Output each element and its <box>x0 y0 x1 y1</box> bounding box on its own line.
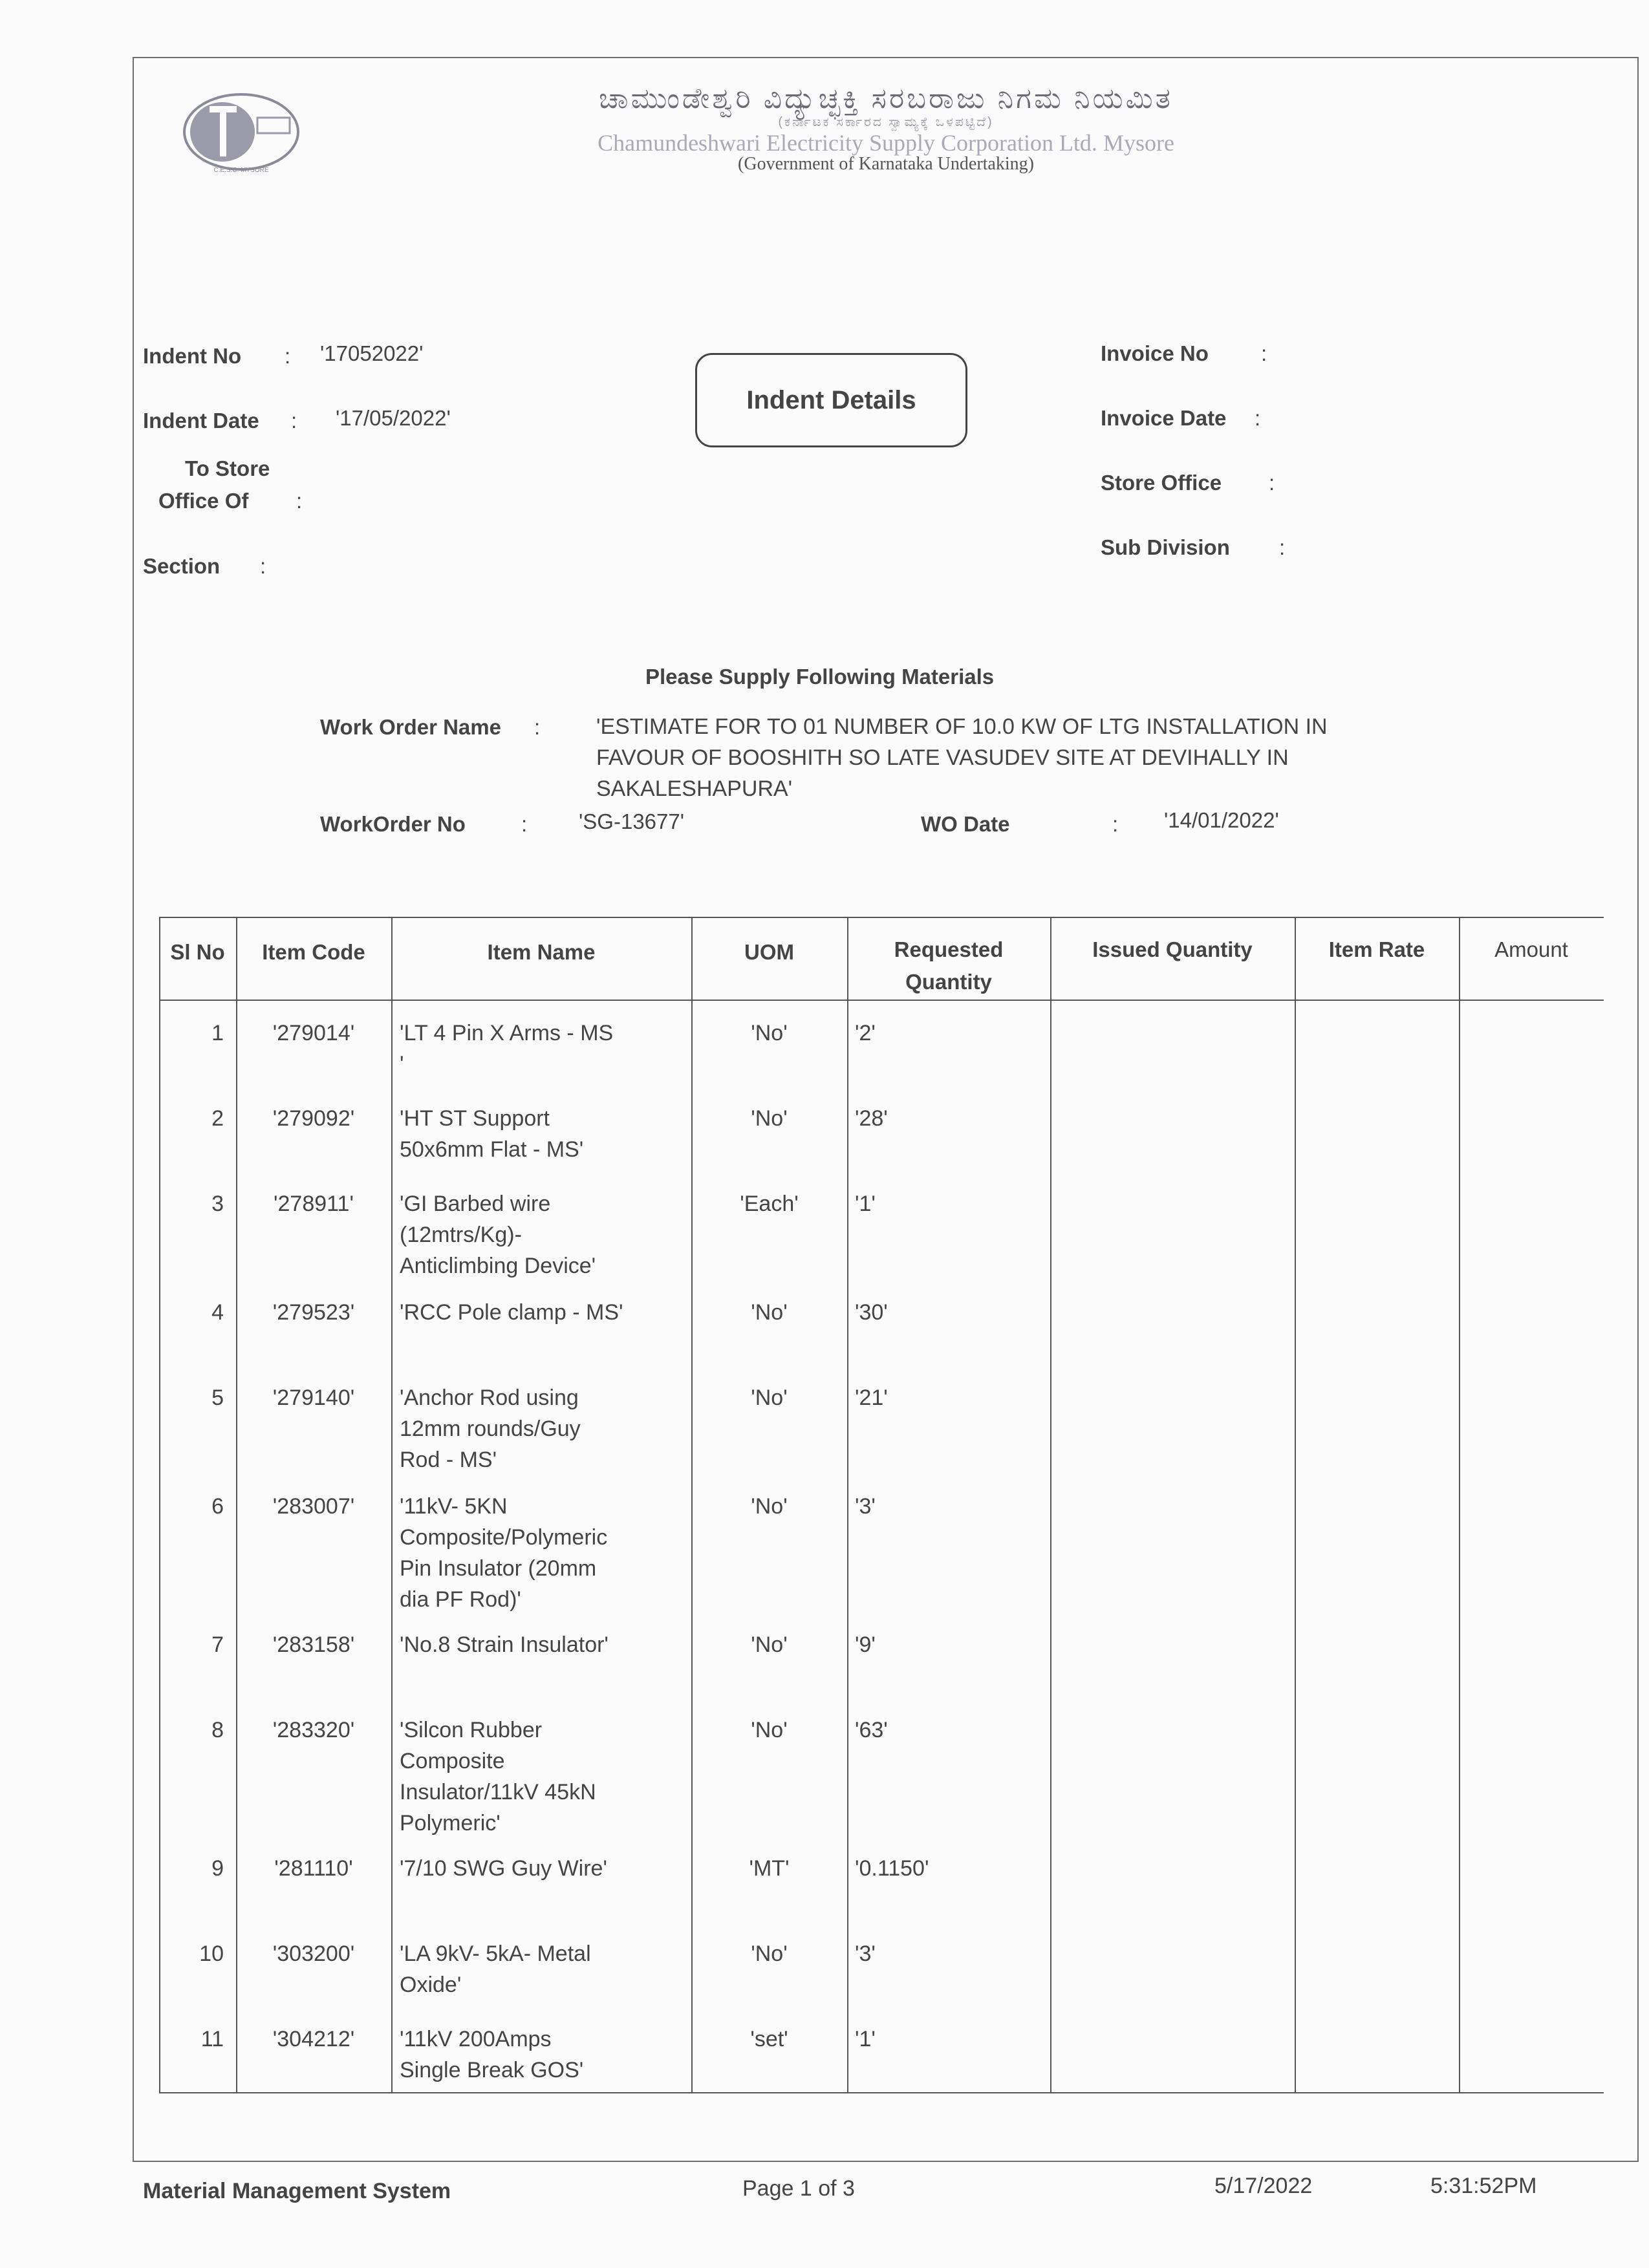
indent-date-label: Indent Date <box>143 409 259 433</box>
row-item-name-line: '11kV 200Amps <box>400 2027 552 2051</box>
row-item-code: '283007' <box>272 1494 355 1519</box>
colon: : <box>1255 406 1261 430</box>
colon: : <box>1112 812 1119 836</box>
col-header-item-rate: Item Rate <box>1328 937 1425 961</box>
row-item-name-line: 'RCC Pole clamp - MS' <box>400 1300 623 1325</box>
row-item-name-line: 'LA 9kV- 5kA- Metal <box>400 1942 591 1966</box>
colon: : <box>285 344 291 368</box>
org-name-english: Chamundeshwari Electricity Supply Corporation Ltd. Mysore <box>598 130 1174 156</box>
col-header-item-name: Item Name <box>487 940 596 964</box>
supply-heading: Please Supply Following Materials <box>645 665 995 689</box>
row-uom: 'No' <box>751 1494 788 1519</box>
table-border <box>391 917 393 2093</box>
row-sl-no: 4 <box>211 1300 224 1325</box>
colon: : <box>534 715 541 739</box>
row-item-code: '279523' <box>272 1300 355 1325</box>
org-name-kannada: ಚಾಮುಂಡೇಶ್ವರಿ ವಿದ್ಯುಚ್ಛಕ್ತಿ ಸರಬರಾಜು ನಿಗಮ ನಿಯಮಿತ <box>598 83 1173 114</box>
colon: : <box>1279 535 1286 559</box>
work-order-name-line: FAVOUR OF BOOSHITH SO LATE VASUDEV SITE AT DEVIHALLY IN <box>596 745 1289 770</box>
row-item-name <box>400 1491 684 1615</box>
row-item-code: '279140' <box>272 1385 355 1410</box>
row-item-code: '303200' <box>272 1942 355 1966</box>
row-item-name <box>400 1297 684 1328</box>
indent-details-title: Indent Details <box>695 353 967 447</box>
row-item-name <box>400 1188 684 1281</box>
col-header-requested-line: Requested <box>894 937 1004 961</box>
col-header-issued-quantity: Issued Quantity <box>1092 937 1253 961</box>
row-item-name-line: 'GI Barbed wire <box>400 1192 551 1216</box>
row-item-name-line: Composite/Polymeric <box>400 1525 608 1550</box>
row-item-name-line: 12mm rounds/Guy <box>400 1417 581 1441</box>
footer-system-name: Material Management System <box>143 2179 451 2203</box>
work-order-name-line: 'ESTIMATE FOR TO 01 NUMBER OF 10.0 KW OF LTG INSTALLATION IN <box>596 714 1328 739</box>
row-item-name <box>400 1103 684 1165</box>
row-requested-quantity: '1' <box>855 1192 876 1216</box>
row-item-name <box>400 1715 684 1839</box>
row-item-name-line: Oxide' <box>400 1973 462 1997</box>
store-office-label: Store Office <box>1101 471 1222 495</box>
row-requested-quantity: '2' <box>855 1021 876 1045</box>
row-requested-quantity: '0.1150' <box>855 1856 929 1881</box>
row-item-name <box>400 1853 684 1884</box>
work-order-name-value <box>596 711 1328 804</box>
row-item-name-line: Polymeric' <box>400 1811 501 1835</box>
cesc-logo <box>180 92 303 176</box>
table-border <box>1459 917 1460 2093</box>
row-item-code: '283320' <box>272 1718 355 1742</box>
col-header-item-code: Item Code <box>262 940 365 964</box>
row-item-code: '278911' <box>274 1192 354 1216</box>
row-sl-no: 2 <box>211 1106 224 1131</box>
row-requested-quantity: '21' <box>855 1385 888 1410</box>
row-item-name-line: dia PF Rod)' <box>400 1587 521 1612</box>
wo-date-label: WO Date <box>921 812 1010 836</box>
col-header-requested-quantity <box>847 934 1050 998</box>
colon: : <box>291 409 297 433</box>
row-requested-quantity: '63' <box>855 1718 888 1742</box>
row-item-name-line: Single Break GOS' <box>400 2058 584 2082</box>
row-uom: 'No' <box>751 1632 788 1657</box>
row-requested-quantity: '3' <box>855 1494 876 1519</box>
row-requested-quantity: '1' <box>855 2027 876 2051</box>
table-border <box>159 1000 1604 1001</box>
row-item-name-line: 'Silcon Rubber <box>400 1718 543 1742</box>
work-order-no-label: WorkOrder No <box>320 812 466 836</box>
wo-date-value: '14/01/2022' <box>1164 808 1279 832</box>
row-item-name-line: 'No.8 Strain Insulator' <box>400 1632 609 1657</box>
table-border <box>1050 917 1051 2093</box>
row-item-name <box>400 1382 684 1475</box>
row-sl-no: 5 <box>211 1385 224 1410</box>
row-item-name-line: Anticlimbing Device' <box>400 1254 596 1278</box>
footer-page-number: Page 1 of 3 <box>742 2176 855 2201</box>
indent-no-label: Indent No <box>143 344 242 368</box>
row-requested-quantity: '28' <box>855 1106 888 1131</box>
row-item-code: '281110' <box>274 1856 353 1881</box>
row-requested-quantity: '3' <box>855 1942 876 1966</box>
row-uom: 'No' <box>751 1106 788 1131</box>
row-sl-no: 3 <box>211 1192 224 1216</box>
colon: : <box>260 554 266 578</box>
row-item-name-line: 'LT 4 Pin X Arms - MS <box>400 1021 614 1045</box>
row-sl-no: 7 <box>211 1632 224 1657</box>
office-of-label: Office Of <box>158 489 249 513</box>
row-sl-no: 9 <box>211 1856 224 1881</box>
row-item-name-line: '7/10 SWG Guy Wire' <box>400 1856 607 1881</box>
row-sl-no: 1 <box>211 1021 224 1045</box>
row-uom: 'No' <box>751 1942 788 1966</box>
row-item-name <box>400 1629 684 1660</box>
row-requested-quantity: '30' <box>855 1300 888 1325</box>
col-header-amount: Amount <box>1494 937 1568 961</box>
row-sl-no: 6 <box>211 1494 224 1519</box>
row-item-name-line: ' <box>400 1052 404 1076</box>
section-label: Section <box>143 554 221 578</box>
footer-time: 5:31:52PM <box>1430 2174 1537 2198</box>
invoice-no-label: Invoice No <box>1101 341 1209 365</box>
logo-text: C.E.S.C. MYSORE <box>213 167 269 174</box>
row-item-name-line: 50x6mm Flat - MS' <box>400 1137 584 1162</box>
row-item-code: '279092' <box>272 1106 355 1131</box>
colon: : <box>1269 471 1275 495</box>
row-item-name <box>400 2024 684 2086</box>
org-subtitle-kannada: (ಕರ್ನಾಟಕ ಸರ್ಕಾರದ ಸ್ವಾಮ್ಯಕ್ಕೆ ಒಳಪಟ್ಟಿದೆ) <box>778 115 994 129</box>
row-item-name-line: Rod - MS' <box>400 1448 497 1472</box>
indent-date-value: '17/05/2022' <box>336 406 451 430</box>
row-uom: 'No' <box>751 1385 788 1410</box>
row-item-name <box>400 1938 684 2000</box>
row-uom: 'set' <box>750 2027 788 2051</box>
row-uom: 'No' <box>751 1021 788 1045</box>
table-border <box>159 2092 1604 2093</box>
row-item-name-line: 'HT ST Support <box>400 1106 550 1131</box>
col-header-uom: UOM <box>744 940 794 964</box>
row-sl-no: 8 <box>211 1718 224 1742</box>
materials-table <box>159 917 1604 2093</box>
work-order-name-line: SAKALESHAPURA' <box>596 776 793 801</box>
row-item-name-line: Pin Insulator (20mm <box>400 1556 597 1581</box>
invoice-date-label: Invoice Date <box>1101 406 1227 430</box>
row-sl-no: 11 <box>200 2027 224 2051</box>
col-header-requested-line: Quantity <box>905 970 992 994</box>
row-uom: 'Each' <box>740 1192 799 1216</box>
colon: : <box>1261 341 1267 365</box>
table-border <box>847 917 848 2093</box>
row-uom: 'No' <box>751 1718 788 1742</box>
row-item-code: '279014' <box>272 1021 355 1045</box>
row-requested-quantity: '9' <box>855 1632 876 1657</box>
indent-no-value: '17052022' <box>320 341 424 365</box>
row-item-name-line: (12mtrs/Kg)- <box>400 1223 522 1247</box>
row-uom: 'MT' <box>749 1856 790 1881</box>
col-header-sl-no: Sl No <box>170 940 225 964</box>
colon: : <box>521 812 528 836</box>
table-border <box>159 917 1604 918</box>
row-item-name-line: 'Anchor Rod using <box>400 1385 579 1410</box>
row-uom: 'No' <box>751 1300 788 1325</box>
footer-date: 5/17/2022 <box>1214 2174 1313 2198</box>
sub-division-label: Sub Division <box>1101 535 1230 559</box>
row-sl-no: 10 <box>199 1942 224 1966</box>
row-item-name-line: '11kV- 5KN <box>400 1494 508 1519</box>
colon: : <box>296 489 303 513</box>
org-government: (Government of Karnataka Undertaking) <box>738 154 1034 174</box>
row-item-name-line: Insulator/11kV 45kN <box>400 1780 596 1804</box>
work-order-name-label: Work Order Name <box>320 715 501 739</box>
row-item-name <box>400 1018 684 1080</box>
row-item-name-line: Composite <box>400 1749 505 1773</box>
work-order-no-value: 'SG-13677' <box>579 809 685 833</box>
row-item-code: '304212' <box>272 2027 355 2051</box>
to-store-label: To Store <box>185 456 270 480</box>
table-border <box>1295 917 1296 2093</box>
row-item-code: '283158' <box>272 1632 355 1657</box>
